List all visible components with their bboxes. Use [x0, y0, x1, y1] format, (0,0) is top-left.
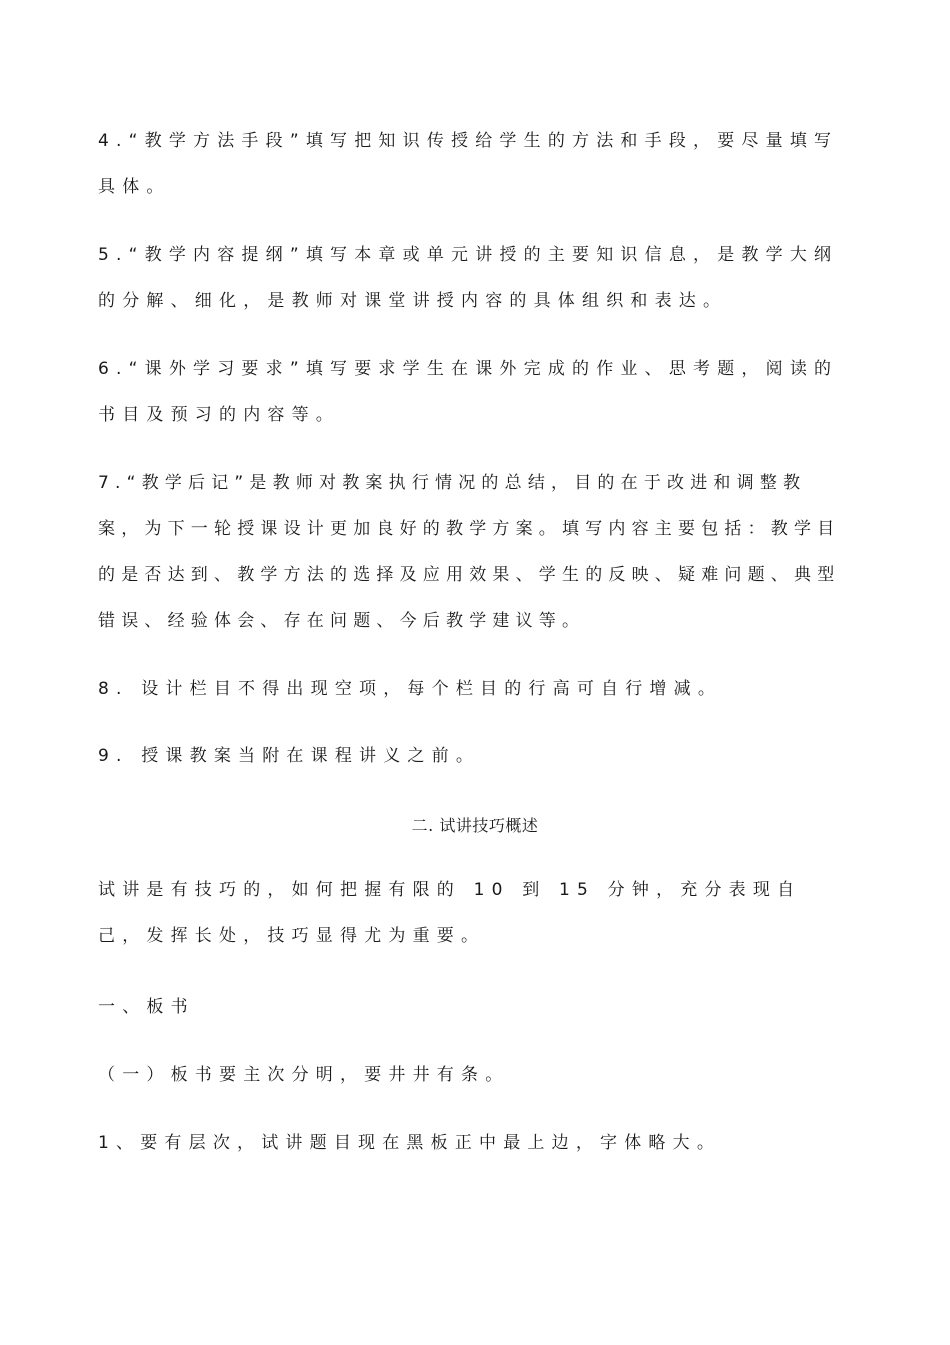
- paragraph-9: 9. 授课教案当附在课程讲义之前。: [98, 746, 481, 766]
- section-intro: 试讲是有技巧的，如何把握有限的 10 到 15 分钟，充分表现自己，发挥长处，技巧显得尤为重要。: [98, 880, 802, 946]
- paragraph-4: 4.“教学方法手段”填写把知识传授给学生的方法和手段，要尽量填写具体。: [98, 131, 839, 197]
- paragraph-5: 5.“教学内容提纲”填写本章或单元讲授的主要知识信息，是教学大纲的分解、细化，是教师对课堂讲授内容的具体组织和表达。: [98, 245, 839, 311]
- section-heading: 二. 试讲技巧概述: [411, 816, 539, 835]
- subheading-blackboard: 一、板书: [98, 997, 195, 1017]
- paragraph-8: 8. 设计栏目不得出现空项，每个栏目的行高可自行增减。: [98, 679, 723, 699]
- paragraph-7: 7.“教学后记”是教师对教案执行情况的总结，目的在于改进和调整教案，为下一轮授课设计更加良好的教学方案。填写内容主要包括：教学目的是否达到、教学方法的选择及应用效果、学生的反映、疑难问题、典型错误、经验体会、存在问题、今后教学建议等。: [98, 473, 841, 631]
- subheading-blackboard-1: （一）板书要主次分明，要井井有条。: [98, 1065, 510, 1085]
- list-item-1: 1、要有层次，试讲题目现在黑板正中最上边，字体略大。: [98, 1133, 722, 1153]
- paragraph-6: 6.“课外学习要求”填写要求学生在课外完成的作业、思考题，阅读的书目及预习的内容等。: [98, 359, 839, 425]
